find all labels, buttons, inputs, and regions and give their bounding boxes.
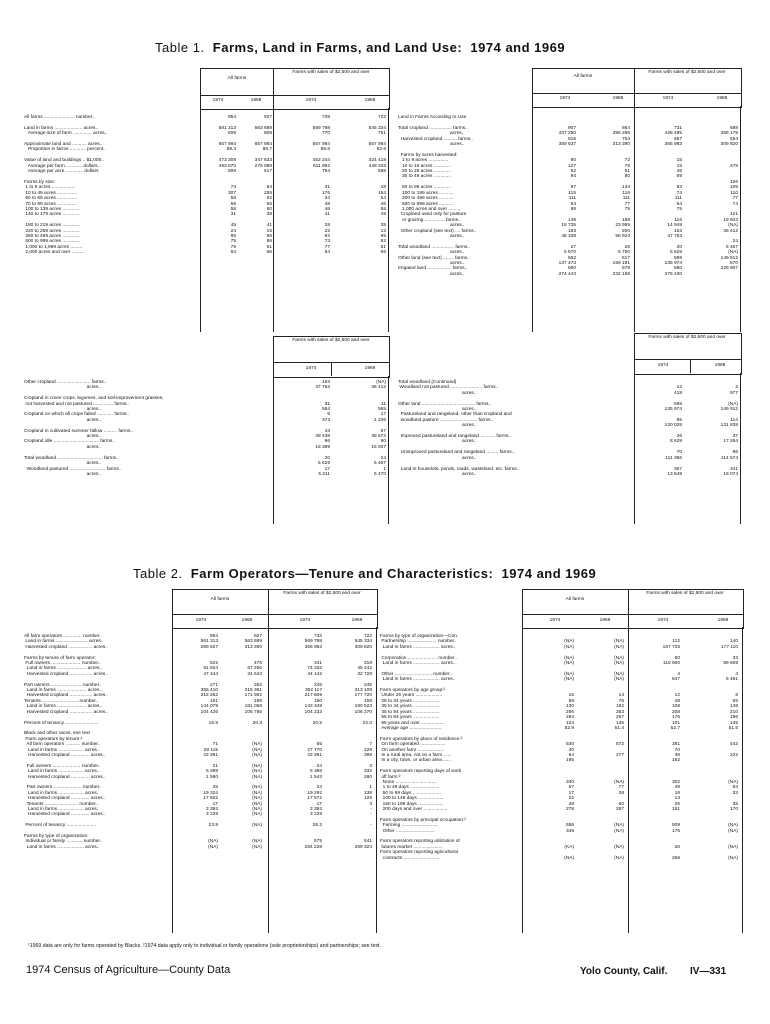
table1-right-col-s1969: 688 386 175 554 309 820 275 126 105 110 77 74 121 19 943 (NA) 36 412 24 6 467 (NA) 149 912 570 229 907 bbox=[720, 125, 738, 272]
table1-right-col-s1974: 731 428 495 657 365 983 15 15 46 69 63 74 111 64 75 116 14 949 163 47 763 20 5 629 599 135 974 580 275 430 bbox=[664, 125, 682, 277]
table1-right-y1969a: 1969 bbox=[612, 96, 624, 101]
table1-right-col-all1974: 907 437 250 816 359 637 90 127 52 94 97 115 111 64 95 139 19 735 183 48 338 27 6 670 552 137 473 690 274 443 bbox=[558, 125, 576, 277]
table1-left-labels: All farms ....................... number.. Land in farms ..................... acres.. Average size of farm .............. acres.. Approximate land and ........... acres.. Proportion in farms ............ percent.. Value of land and buildings .. $1,000.. Average per farm ............ dollars.. Average per acre ............. dollars Farms by size: 1 to 9 acres ................. 10 to 49 acres ............... 50 to 69 acres ............... 70 to 99 acres ............... 100 to 139 acres ............. 140 to 179 acres ............. 180 to 219 acres ............. 220 to 259 acres ............. 260 to 499 acres ............. 500 to 999 acres ............. 1,000 to 1,999 acres ......... 2,000 acres and over .......... bbox=[24, 115, 108, 256]
table1-title-prefix: Table 1. bbox=[155, 40, 205, 55]
table1-right-hdr-all: All farms bbox=[573, 74, 593, 79]
table1-lower-right-labels: Total woodland (Continued) Woodland not pastured ........................ farms.. acres.. Other land ........................................ farms.. acres.. Pastureland and rangeland, other than cropland and woodland pasture ............................ farms.. acres.. Improved pastureland and rangeland ........... farms.. acres.. Unimproved pastureland and rangeland ......... farms.. acres.. Land in houselots, ponds, roads, wasteland, etc. farms.. acres.. bbox=[398, 380, 520, 477]
table2-left-col-all1969: 927 563 689 313 390 476 67 250 34 643 262 315 381 171 962 189 181 058 106 785 20.3 (NA) (NA) (NA) (NA) (NA) (NA) (NA) (NA) (NA) (NA) (NA) (NA) (NA) (NA) (NA) bbox=[244, 634, 262, 850]
table2-left-hdr-all: All farms bbox=[210, 597, 230, 602]
table1-right-y1974b: 1974 bbox=[662, 96, 674, 101]
footer-county: Yolo County, Calif. bbox=[580, 966, 668, 977]
table2-left-hdr-sales: Farms with sales of $2,500 and over bbox=[283, 591, 361, 596]
table1-lower-left-col-s1969: (NA) 36 412 11 565 17 1 236 87 38 572 90 15 937 24 6 467 1 5 470 bbox=[371, 380, 386, 477]
table2-right-hdr-all: All farms bbox=[565, 597, 585, 602]
table1-lower-left-hdr: Farms with sales of $2,500 and over bbox=[292, 338, 370, 343]
table1-title-main: Farms, Land in Farms, and Land Use: bbox=[212, 40, 463, 55]
table1-title bbox=[155, 40, 565, 55]
table1-left-col-s1969: 722 545 334 751 657 984 82.6 324 419 449 333 598 18 154 54 46 55 49 35 13 95 82 61 66 bbox=[368, 115, 386, 256]
table1-right-y1974a: 1974 bbox=[559, 96, 571, 101]
table2-left-col-s1974: 732 569 798 365 983 341 74 332 44 142 245 352 117 217 609 150 143 349 104 233 20.5 65 27 770 22 391 24 5 386 1 543 24 19 292 17 572 17 3 392 3 229 26.2 575 284 228 bbox=[304, 634, 322, 850]
table2-right-y1969b: 1969 bbox=[717, 618, 729, 623]
table2-title-main: Farm Operators—Tenure and Characteristics: bbox=[190, 566, 494, 581]
footer-title: 1974 Census of Agriculture—County Data bbox=[26, 964, 231, 976]
table2-title bbox=[133, 566, 596, 581]
table2-left-col-s1969: 722 545 334 309 820 318 49 242 32 728 245 313 109 177 720 159 180 523 106 370 22.0 7 428 388 3 332 260 1 138 128 3 - - - 541 269 324 bbox=[354, 634, 372, 850]
table1-lower-right-hdr: Farms with sales of $2,500 and over bbox=[648, 335, 726, 340]
table1-right-labels: Land in Farms According to Use Total cropland ................. farms.. acres.. Harvested cropland .......... farms.. acres.. Farms by acres harvested: 1 to 9 acres ............... 10 to 19 acres ............. 20 to 29 acres ............. 30 to 49 acres ............. 50 to 99 acres ............. 100 to 199 acres ........... 200 to 499 acres ........... 500 to 999 acres ........... 1,000 acres and over ......... Cropland used only for pasture or grazing ............... farms.. acres.. Other cropland (see text) .... farms.. acres.. Total woodland ................. farms.. acres.. Other land (see text) ........ farms.. acres.. Irrigated land .................. farms.. acres.. bbox=[398, 115, 477, 277]
table1-title-years: 1974 and 1969 bbox=[470, 40, 566, 55]
table1-right-hdr-sales: Farms with sales of $2,500 and over bbox=[648, 70, 726, 75]
table1-left-y1974b: 1974 bbox=[305, 98, 317, 103]
table2-title-years: 1974 and 1969 bbox=[501, 566, 597, 581]
table1-left-y1974a: 1974 bbox=[212, 98, 224, 103]
table2-right-col-all1974: (NA) (NA) (NA) (NA) (NA) (NA) 15 58 130 286 284 124 52.9 530 40 64 195 340 57 17 22 48 278 556 349 (KA) (NA) bbox=[564, 639, 574, 861]
table2-left-y1969a: 1969 bbox=[241, 618, 253, 623]
table2-right-hdr-sales: Farms with sales of $2,500 and over bbox=[646, 591, 724, 596]
table1-lower-left-y1974: 1974 bbox=[305, 366, 317, 371]
table2-right-col-s1969: 140 177 110 33 89 609 4 6 491 8 55 148 210 196 135 51.5 442 222 (NA) 64 33 35 170 (NA) (NA) (NA) (NA) bbox=[721, 639, 738, 861]
table1-lower-right-y1974: 1974 bbox=[657, 363, 669, 368]
table1-lower-left-labels: Other cropland ......................... farms.. acres.. Cropland in cover crops, legumes, and soil-improvement grasses, not harvested and not pastured ............... farms.. acres.. Cropland on which all crops failed ............ farms.. acres.. Cropland in cultivated summer fallow .......... farms.. acres.. Cropland idle .................................. farms.. acres.. Total woodland .................................. farms.. acres.. Woodland pastured ........................... farms.. acres.. bbox=[24, 380, 164, 477]
table1-lower-right-col-s1969: 2 977 (NA) 149 912 114 131 838 37 17 264 86 114 574 341 18 074 bbox=[720, 385, 738, 477]
table2-right-y1969a: 1969 bbox=[599, 618, 611, 623]
table2-left-col-all1974: 954 581 313 269 627 522 81 824 47 444 271 355 410 212 262 161 144 079 104 426 16.9 71 28 115 22 391 21 5 399 1 560 25 19 324 17 602 17 3 392 3 229 23.9 (NA) (NA) bbox=[200, 634, 218, 850]
table1-lower-left-col-s1974: 163 47 763 31 584 6 373 43 28 438 96 18 399 20 5 629 17 5 211 bbox=[315, 380, 330, 477]
table2-right-y1974a: 1974 bbox=[549, 618, 561, 623]
table2-right-y1974b: 1974 bbox=[657, 618, 669, 623]
table1-lower-right-col-s1974: 12 418 595 135 974 85 120 025 26 8 629 70 111 396 367 13 549 bbox=[664, 385, 682, 477]
table1-left-col-all1969: 927 563 689 608 657 984 85.7 347 633 275 088 617 84 255 62 65 60 38 41 16 96 86 61 66 bbox=[254, 115, 272, 256]
table2-right-col-s1974: 112 167 725 50 116 900 4 647 12 48 108 208 176 101 52.7 381 70 38 162 302 49 16 13 26 151 509 176 20 266 bbox=[662, 639, 680, 861]
table2-footnote: ¹1969 data are only for farms operated by Blacks. ²1974 data apply only to individual or family operations (sole proprietorships) and partnerships; see text. bbox=[28, 943, 381, 949]
table1-lower-left-y1969: 1969 bbox=[364, 366, 376, 371]
table1-left-y1969a: 1969 bbox=[250, 98, 262, 103]
table2-left-y1969b: 1969 bbox=[351, 618, 363, 623]
table2-title-prefix: Table 2. bbox=[133, 566, 183, 581]
table1-right-y1969b: 1969 bbox=[716, 96, 728, 101]
table1-left-col-all1974: 954 581 313 609 657 984 88.3 473 309 493 070 809 74 307 58 59 58 31 45 24 95 75 79 64 bbox=[218, 115, 236, 256]
table1-left-hdr-all: All farms bbox=[227, 76, 247, 81]
table1-right-col-all1969: 864 396 268 754 313 390 72 78 61 80 134 116 111 77 75 188 23 955 200 58 923 26 6 750 517 159 191 678 232 169 bbox=[612, 125, 630, 277]
table1-left-y1969b: 1969 bbox=[364, 98, 376, 103]
table2-left-labels: All farm operators .............. number.. Land in farms ........................ acres.. Harvested cropland .................. acres.. Farms by tenure of farm operator: Full owners ...................... number.. Land in farms ...................... acres.. Harvested cropland ................. acres.. Part owners ....................... number.. Land in farms ...................... acres.. Harvested cropland ................. acres.. Tenants ........................... number.. Land in farms ...................... acres.. Harvested cropland ................. acres.. Percent of tenancy ......................... Black and other races, see text Farm operators by tenure:¹ All farm operators ........... number.. Land in farms ................... acres.. Harvested cropland .............. acres.. Full owners ..................... number.. Land in farms ................... acres.. Harvested cropland .............. acres.. Part owners ..................... number.. Land in farms ................... acres.. Harvested cropland .............. acres.. Tenants ......................... number.. Land in farms ................... acres.. Harvested cropland .............. acres.. Percent of tenancy ...................... Farms by type of organization: Individual or family ............ number.. Land in farms .................... acres.. bbox=[24, 634, 108, 850]
table2-right-labels: Farms by type of organization—Con. Partnership ...................... number.. Land in farms .................... acres.. Corporation ...................... number.. Land in farms .................... acres.. Other ............................ number.. Land in farms .................... acres.. Farm operators by age group:² Under 25 years .................... 25 to 34 years .................... 35 to 44 years .................... 45 to 54 years .................... 55 to 64 years .................... 65 years and over .................. Average age ........................ Farm operators by place of residence:² On farm operated ................... On another farm .................... In a rural area, not on a farm ...... In a city, town, or urban area ...... Farm operators reporting days of work off farm:² None ............................... 1 to 49 days ...................... 50 to 99 days ..................... 100 to 149 days ................... 150 to 199 days ................... 200 days and over .................. Farm operators by principal occupation:² Farming ........................... Other ............................. Farm operators reporting utilization of futures market ...................... Farm operators reporting agricultural contracts ........................... bbox=[380, 634, 466, 861]
table2-left-y1974a: 1974 bbox=[195, 618, 207, 623]
table1-left-hdr-sales: Farms with sales of $2,500 and over bbox=[292, 70, 370, 75]
table2-left-y1974b: 1974 bbox=[299, 618, 311, 623]
table2-right-col-all1969: (NA) (NA) (NA) (NA) (NA) (NA) 14 76 182 263 257 135 51.4 572 277 (NA) 77 38 60 287 (NA) (NA) (NA) (NA) bbox=[614, 639, 624, 861]
footer-page: IV—331 bbox=[690, 966, 727, 977]
table1-lower-right-y1969: 1969 bbox=[714, 363, 726, 368]
table1-left-col-s1974: 739 569 798 770 657 984 86.6 452 244 611 992 794 31 176 34 48 46 41 28 22 92 73 77 64 bbox=[312, 115, 330, 256]
